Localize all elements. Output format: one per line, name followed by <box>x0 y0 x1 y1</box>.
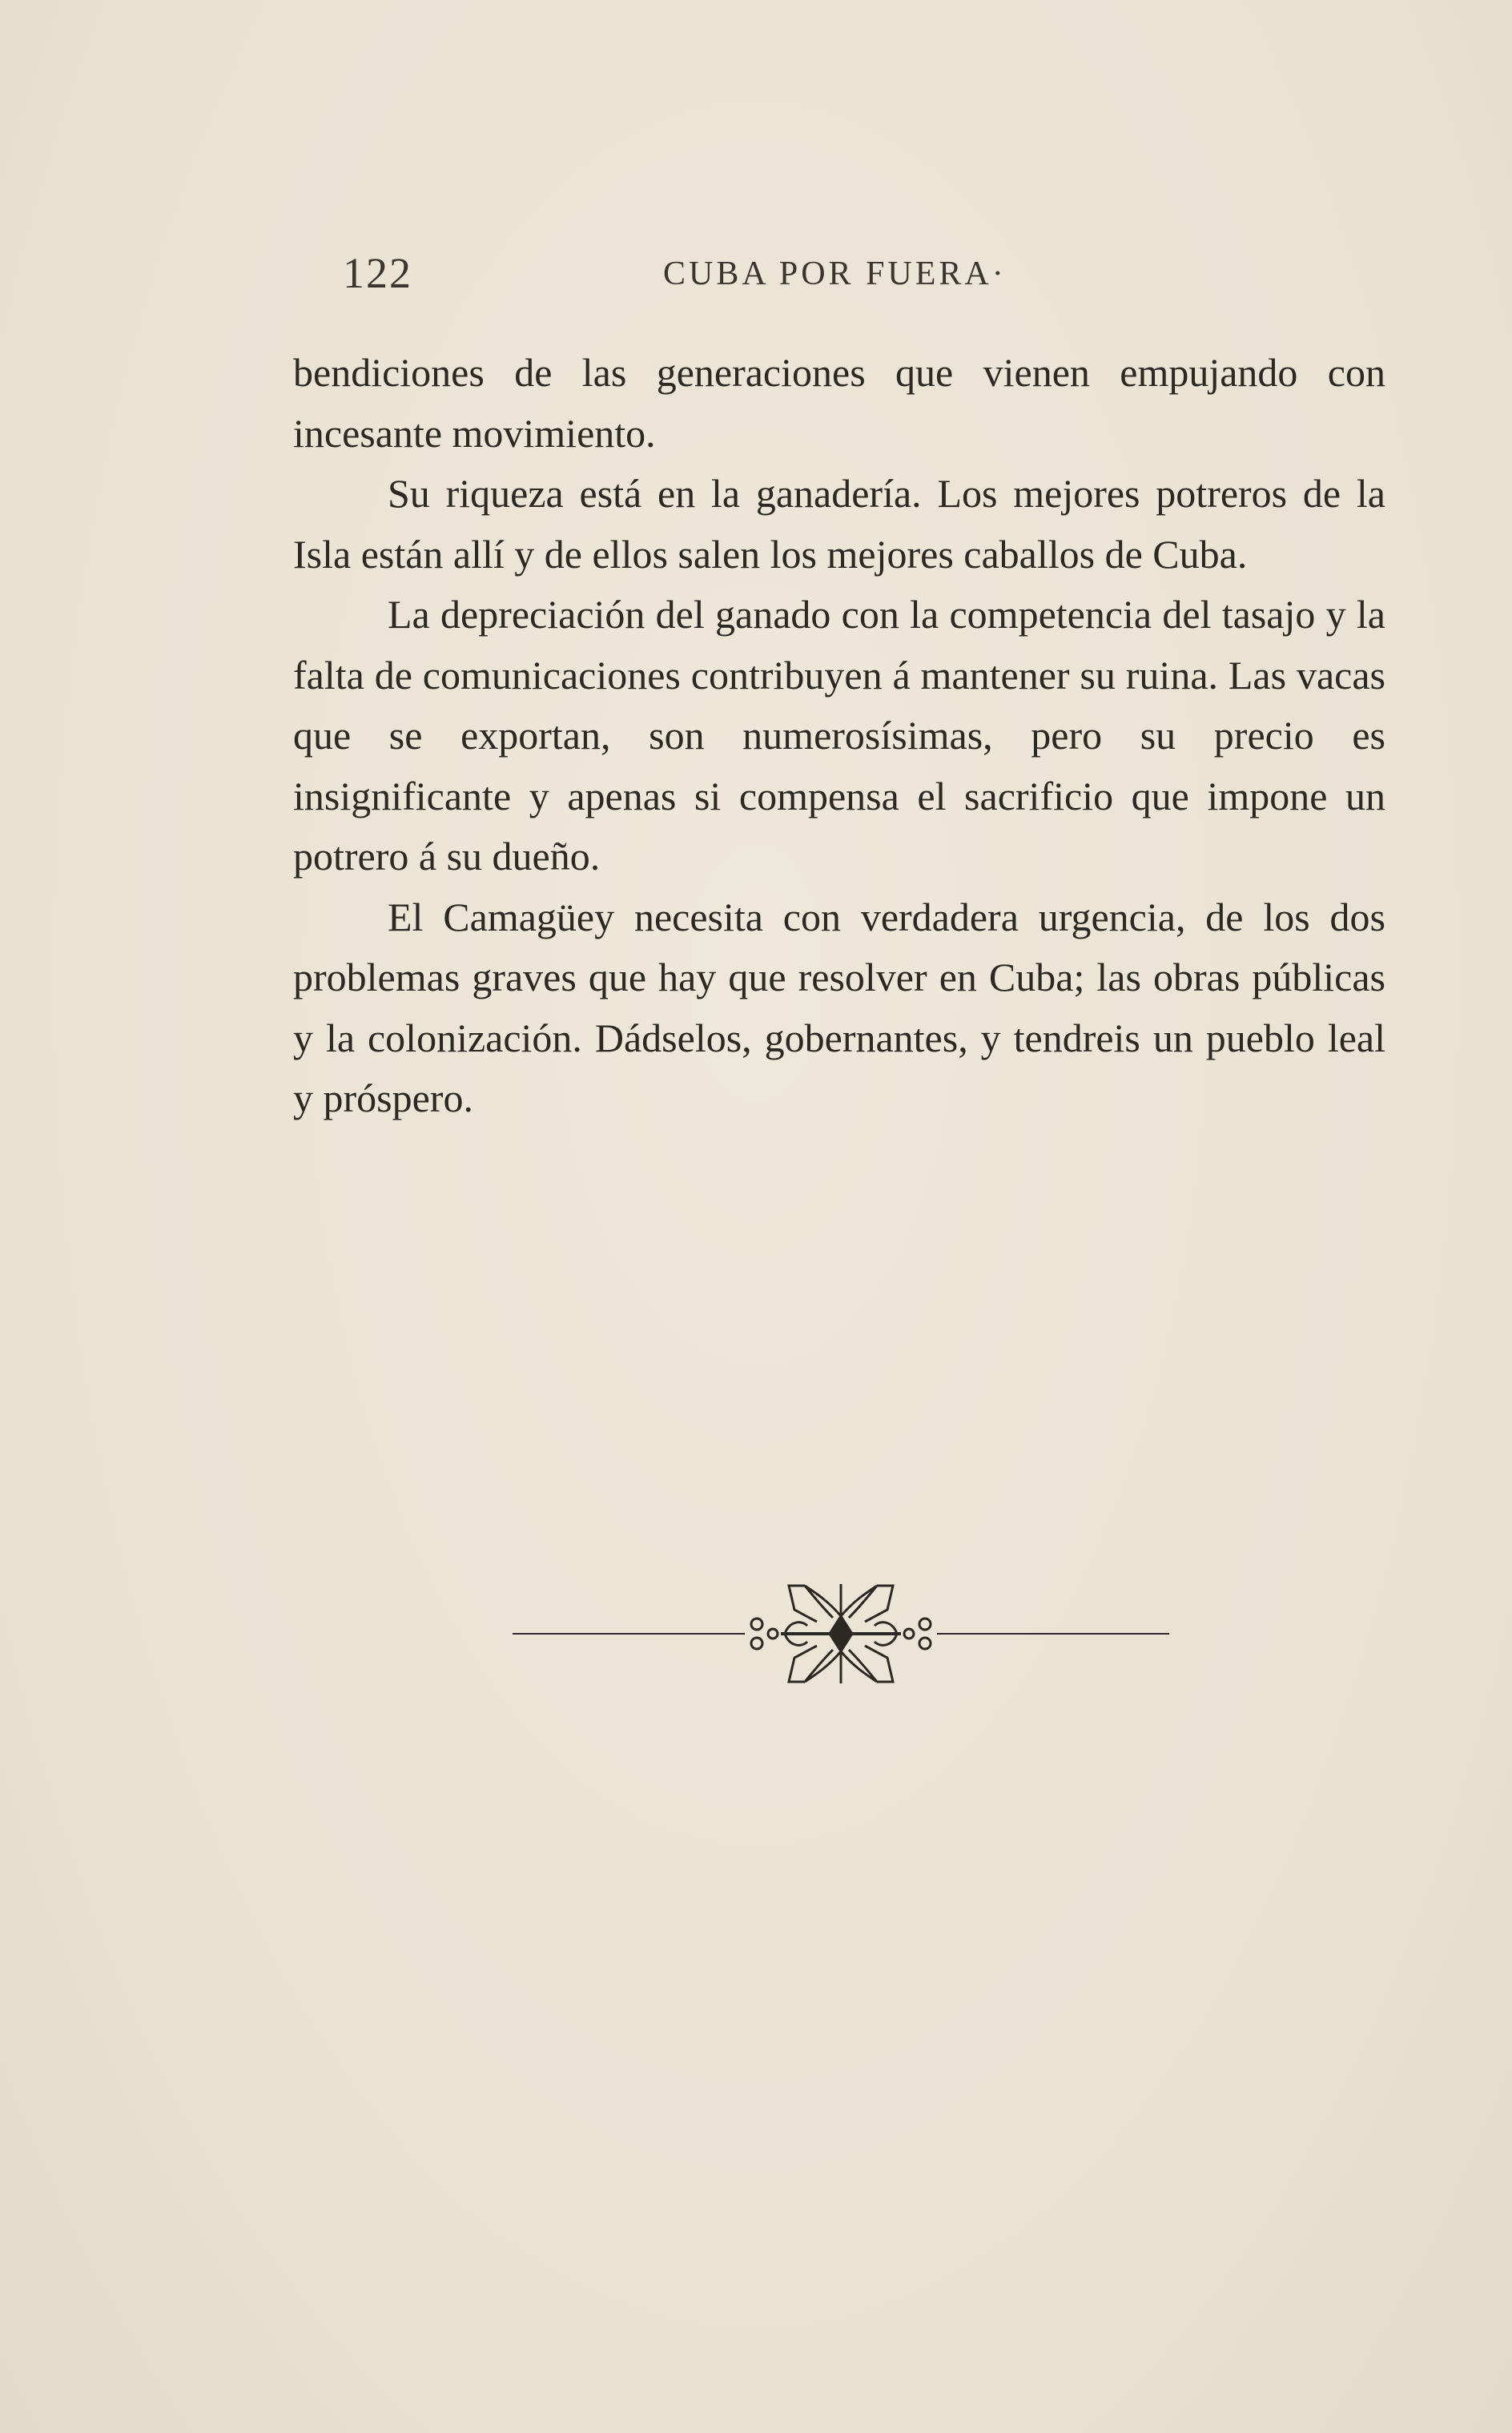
running-title: CUBA POR FUERA· <box>663 255 1007 292</box>
paragraph: El Camagüey necesita con verdadera urgencia, de los dos problemas graves que hay que resolver en Cuba; las obras públicas y la colonización. Dádselos, gobernantes, y tendreis un pueblo leal y próspero. <box>293 894 1385 1120</box>
floral-tailpiece-ornament-icon <box>513 1578 1169 1690</box>
paragraph: La depreciación del ganado con la competencia del tasajo y la falta de comunicaciones contribuyen á mantener su ruina. Las vacas que se exportan, son numerosísimas, pero su precio es insignificante y apenas si compensa el sacrificio que impone un potrero á su dueño. <box>293 592 1385 879</box>
page-number: 122 <box>343 249 412 297</box>
body-text <box>293 343 1385 1129</box>
page-header <box>343 248 1384 312</box>
paragraph: Su riqueza está en la ganadería. Los mejores potreros de la Isla están allí y de ellos salen los mejores caballos de Cuba. <box>293 471 1385 577</box>
paragraph: bendiciones de las generaciones que vienen empujando con incesante movimiento. <box>293 350 1385 456</box>
